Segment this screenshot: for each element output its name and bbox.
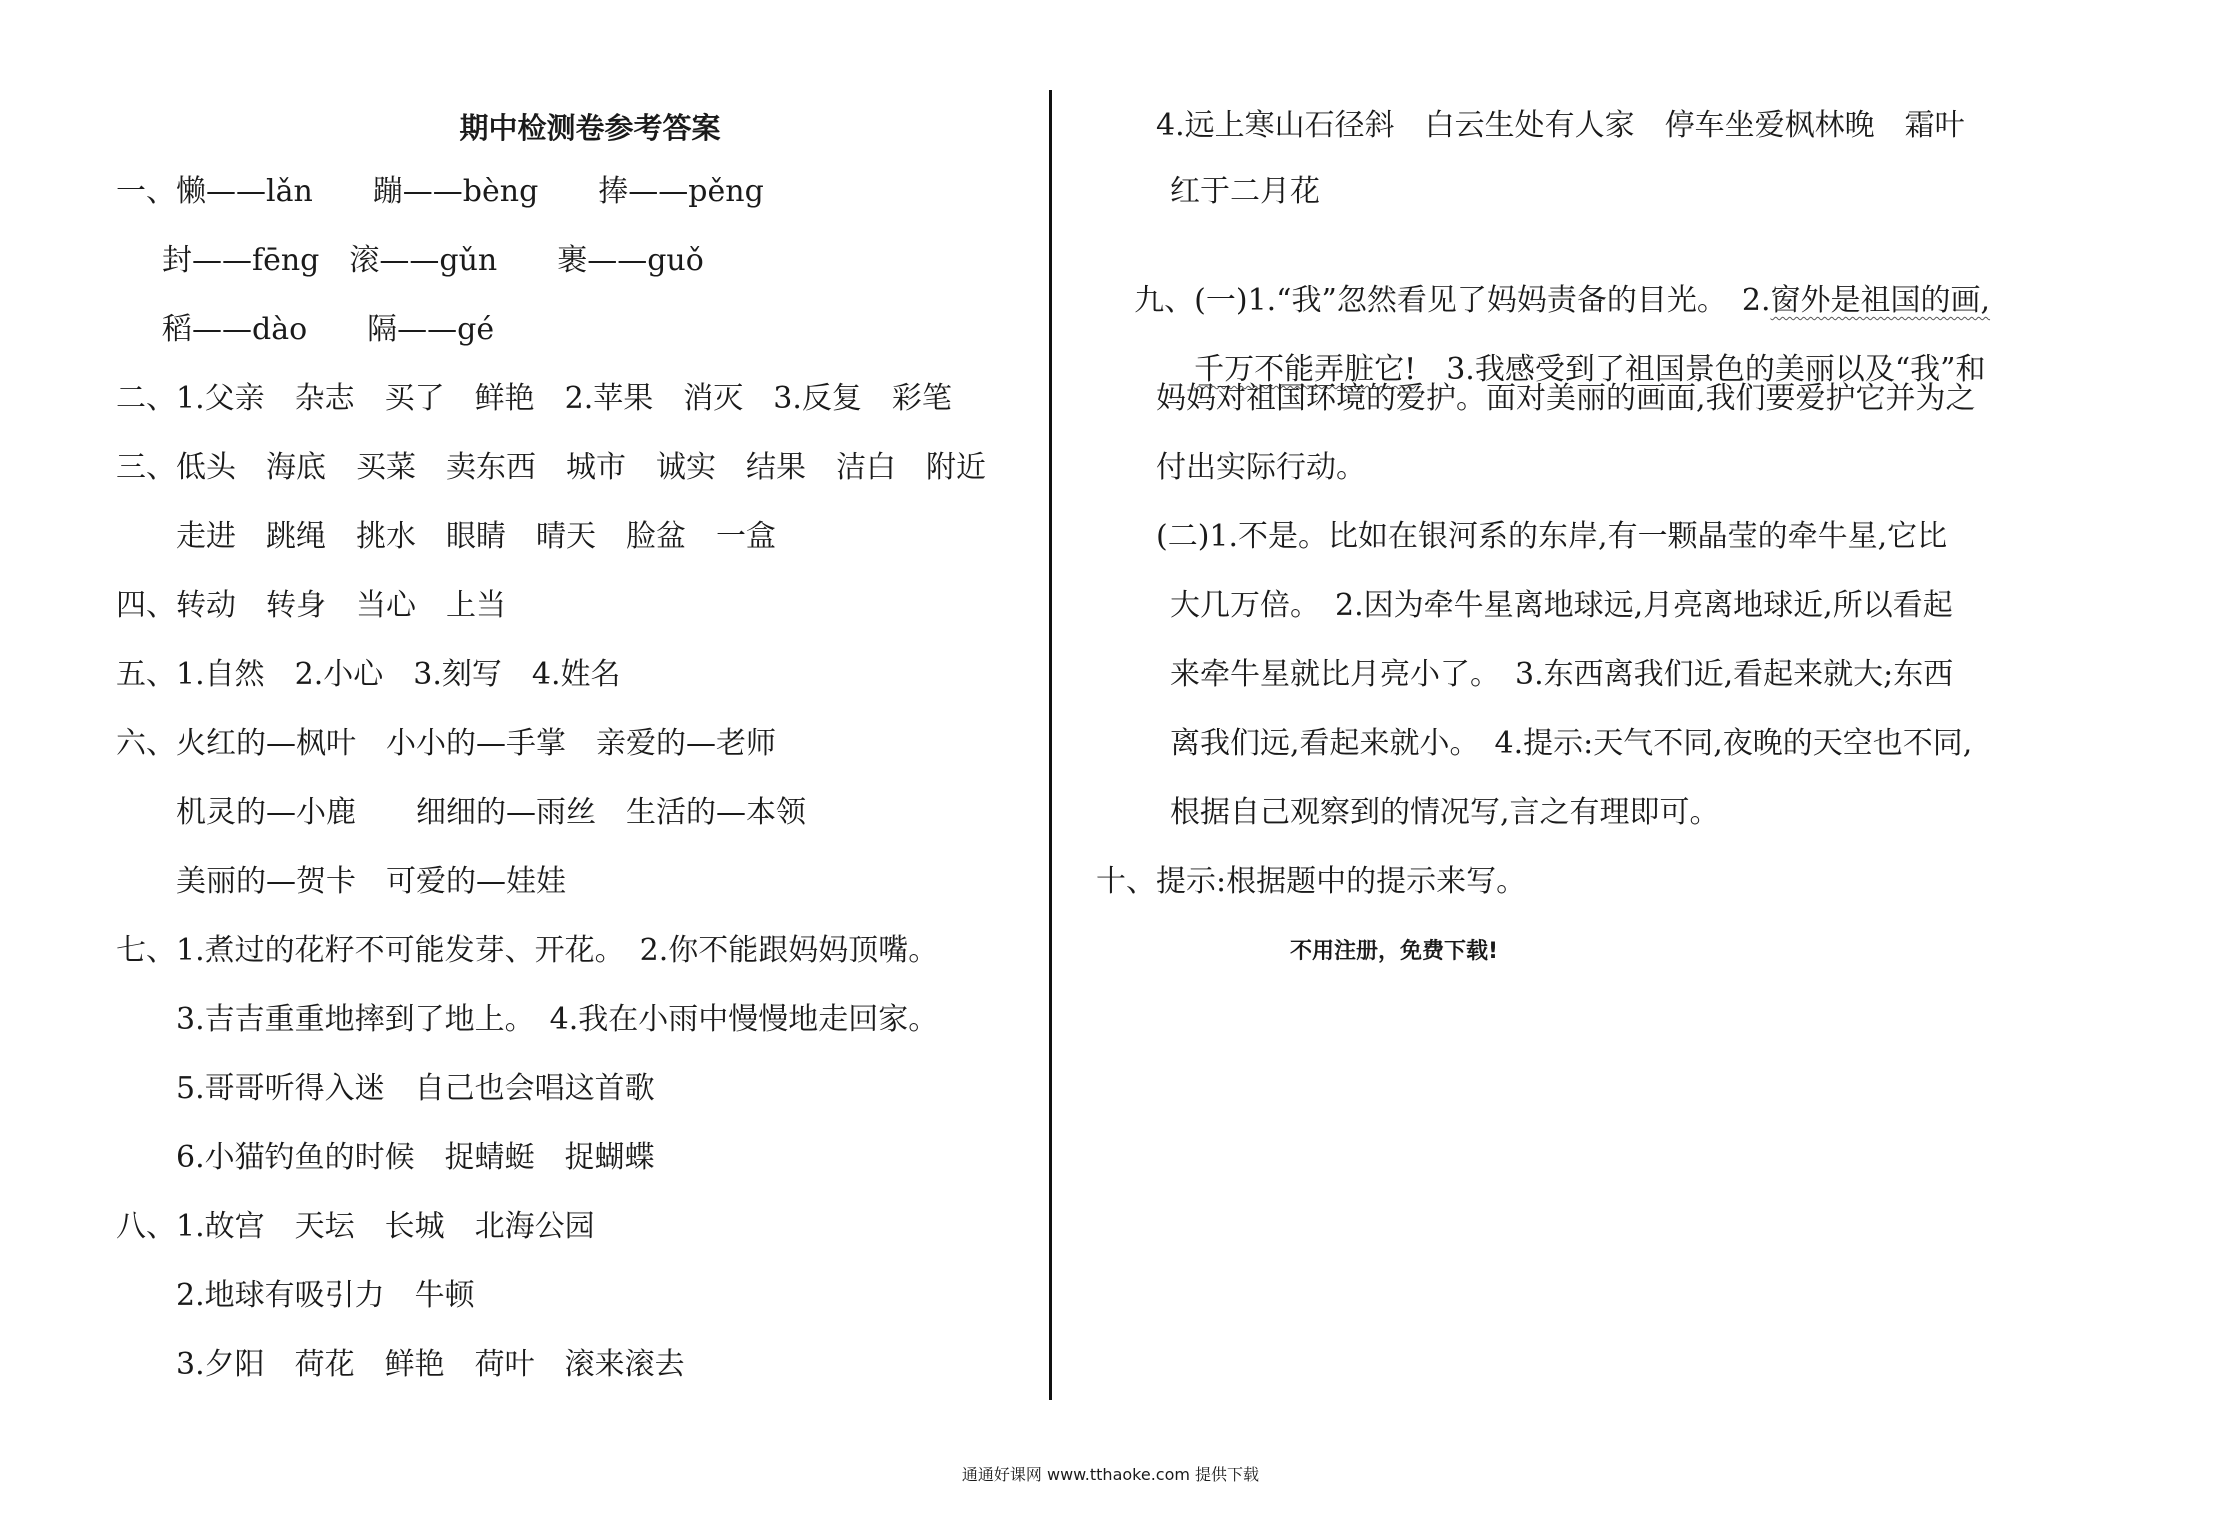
answer-line: 妈妈对祖国环境的爱护。面对美丽的画面,我们要爱护它并为之 [1156,381,1976,416]
answer-line: 2.地球有吸引力 牛顿 [116,1278,475,1313]
underlined-text: 窗外是祖国的画, [1770,283,1991,318]
answer-line: 七、1.煮过的花籽不可能发芽、开花。 2.你不能跟妈妈顶嘴。 [116,933,939,968]
answer-line: 红于二月花 [1170,174,1320,209]
footer-credit: 通通好课网 www.tthaoke.com 提供下载 [961,1465,1260,1484]
answer-line: 三、低头 海底 买菜 卖东西 城市 诚实 结果 洁白 附近 [116,450,986,485]
underlined-text: 千万不能弄脏它! [1194,352,1417,387]
answer-line: 机灵的—小鹿 细细的—雨丝 生活的—本领 [116,795,806,830]
answer-text: 3.我感受到了祖国景色的美丽以及“我”和 [1416,352,1986,387]
page-title: 期中检测卷参考答案 [459,111,721,145]
answer-line: 3.吉吉重重地摔到了地上。 4.我在小雨中慢慢地走回家。 [116,1002,939,1037]
answer-line: 八、1.故宫 天坛 长城 北海公园 [116,1209,595,1244]
answer-line: 五、1.自然 2.小心 3.刻写 4.姓名 [116,657,621,692]
answer-line: 十、提示:根据题中的提示来写。 [1096,864,1527,899]
answer-line: 六、火红的—枫叶 小小的—手掌 亲爱的—老师 [116,726,776,761]
answer-line: 大几万倍。 2.因为牵牛星离地球远,月亮离地球近,所以看起 [1170,588,1953,623]
answer-line: 根据自己观察到的情况写,言之有理即可。 [1170,795,1720,830]
answer-line: 二、1.父亲 杂志 买了 鲜艳 2.苹果 消灭 3.反复 彩笔 [116,381,952,416]
answer-line: 付出实际行动。 [1156,450,1366,485]
answer-line: 5.哥哥听得入迷 自己也会唱这首歌 [116,1071,655,1106]
answer-text: 九、(一)1.“我”忽然看见了妈妈责备的目光。 2. [1134,283,1771,318]
answer-line: 美丽的—贺卡 可爱的—娃娃 [116,864,566,899]
answer-line: 一、懒——lǎn 蹦——bèng 捧——pěng [116,174,764,209]
answer-line: (二)1.不是。比如在银河系的东岸,有一颗晶莹的牵牛星,它比 [1156,519,1948,554]
answer-line: 6.小猫钓鱼的时候 捉蜻蜓 捉蝴蝶 [116,1140,655,1175]
answer-line: 3.夕阳 荷花 鲜艳 荷叶 滚来滚去 [116,1347,685,1382]
answer-line: 四、转动 转身 当心 上当 [116,588,506,623]
download-notice: 不用注册，免费下载! [1290,939,1499,964]
answer-line: 来牵牛星就比月亮小了。 3.东西离我们近,看起来就大;东西 [1170,657,1954,692]
answer-line: 稻——dào 隔——gé [132,312,495,347]
answer-line: 4.远上寒山石径斜 白云生处有人家 停车坐爱枫林晚 霜叶 [1156,108,1965,143]
column-divider [1049,90,1052,1400]
answer-line: 离我们远,看起来就小。 4.提示:天气不同,夜晚的天空也不同, [1170,726,1973,761]
answer-line: 走进 跳绳 挑水 眼睛 晴天 脸盆 一盒 [116,519,776,554]
answer-line: 封——fēng 滚——gǔn 裹——guǒ [132,243,704,278]
